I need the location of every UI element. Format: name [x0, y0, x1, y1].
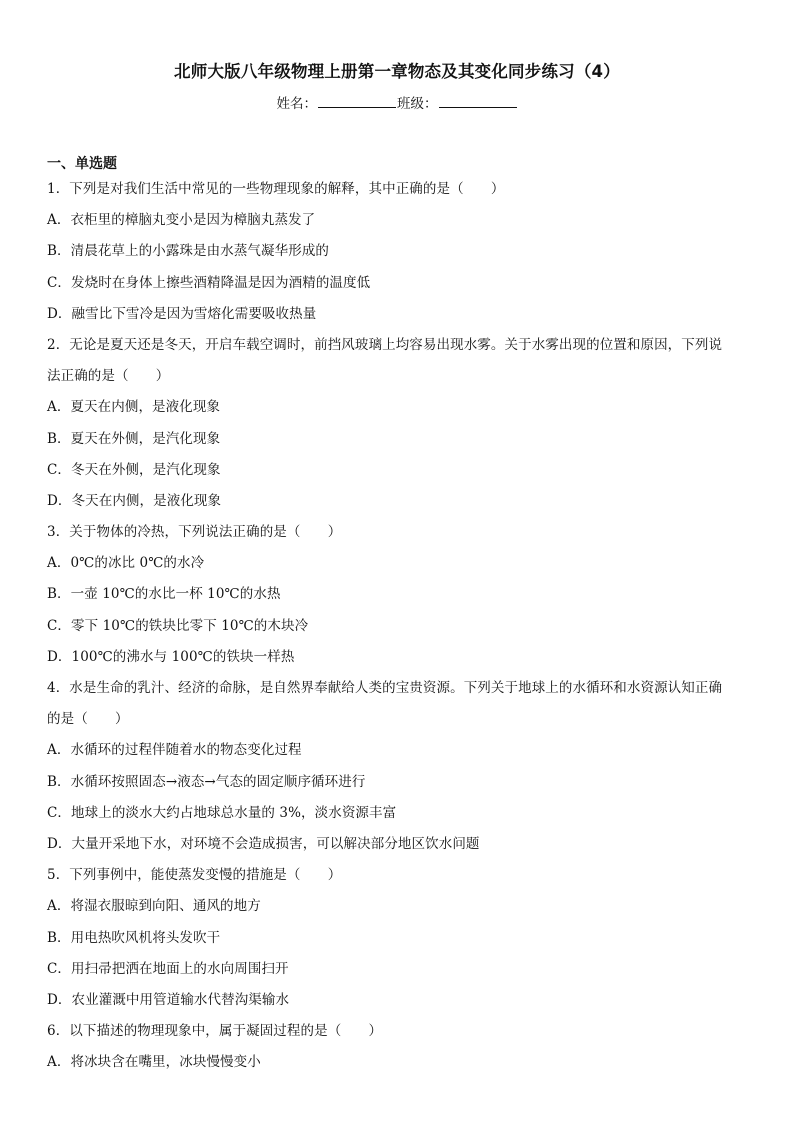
option-b: B．用电热吹风机将头发吹干: [47, 929, 221, 946]
question-6: [47, 1016, 747, 1078]
option-d: D．大量开采地下水，对环境不会造成损害，可以解决部分地区饮水问题: [47, 835, 480, 852]
option-c: C．冬天在外侧，是汽化现象: [47, 461, 221, 478]
option-d: D．农业灌溉中用管道输水代替沟渠输水: [47, 991, 290, 1008]
question-stem: 6．以下描述的物理现象中，属于凝固过程的是（ ）: [47, 1023, 383, 1040]
option-b: B．一壶 10℃的水比一杯 10℃的水热: [47, 586, 281, 603]
question-stem-continued: 的是（ ）: [47, 711, 129, 728]
question-2: [47, 330, 747, 517]
question-stem: 4．水是生命的乳汁、经济的命脉，是自然界奉献给人类的宝贵资源。下列关于地球上的水循环和水资源认知正确: [47, 680, 723, 696]
name-label: 姓名：: [276, 96, 317, 112]
option-d: D．冬天在内侧，是液化现象: [47, 492, 222, 509]
question-1: [47, 174, 747, 330]
question-stem: 2．无论是夏天还是冬天，开启车载空调时，前挡风玻璃上均容易出现水雾。关于水雾出现的位置和原因，下列说: [47, 336, 723, 353]
question-stem: 1．下列是对我们生活中常见的一些物理现象的解释，其中正确的是（ ）: [47, 181, 505, 197]
question-4: [47, 673, 747, 860]
page-title: 北师大版八年级物理上册第一章物态及其变化同步练习（4）: [174, 62, 620, 81]
class-blank[interactable]: [439, 94, 517, 108]
option-c: C．地球上的淡水大约占地球总水量的 3%，淡水资源丰富: [47, 804, 397, 821]
option-c: C．发烧时在身体上擦些酒精降温是因为酒精的温度低: [47, 274, 371, 291]
option-a: A．夏天在内侧，是液化现象: [47, 399, 221, 416]
option-d: D．100℃的沸水与 100℃的铁块一样热: [47, 648, 295, 665]
section-title: 一、单选题: [47, 156, 117, 172]
option-b: B．夏天在外侧，是汽化现象: [47, 430, 221, 447]
name-blank[interactable]: [318, 94, 396, 108]
question-list: [47, 154, 747, 1078]
option-a: A．水循环的过程伴随着水的物态变化过程: [47, 742, 302, 759]
option-a: A．衣柜里的樟脑丸变小是因为樟脑丸蒸发了: [47, 212, 316, 229]
option-a: A．将湿衣服晾到向阳、通风的地方: [47, 898, 261, 915]
question-stem-continued: 法正确的是（ ）: [47, 368, 170, 385]
option-a: A．将冰块含在嘴里，冰块慢慢变小: [47, 1054, 261, 1071]
question-5: [47, 860, 747, 1016]
option-a: A．0℃的冰比 0℃的水冷: [47, 555, 205, 572]
option-c: C．零下 10℃的铁块比零下 10℃的木块冷: [47, 617, 309, 634]
class-label: 班级：: [397, 96, 438, 112]
option-c: C．用扫帚把洒在地面上的水向周围扫开: [47, 960, 289, 977]
option-b: B．水循环按照固态→液态→气态的固定顺序循环进行: [47, 773, 366, 790]
question-3: [47, 517, 747, 673]
option-b: B．清晨花草上的小露珠是由水蒸气凝华形成的: [47, 243, 330, 260]
option-d: D．融雪比下雪冷是因为雪熔化需要吸收热量: [47, 305, 317, 322]
question-stem: 3．关于物体的冷热，下列说法正确的是（ ）: [47, 524, 342, 541]
student-info-line: [0, 92, 794, 112]
question-stem: 5．下列事例中，能使蒸发变慢的措施是（ ）: [47, 867, 342, 884]
